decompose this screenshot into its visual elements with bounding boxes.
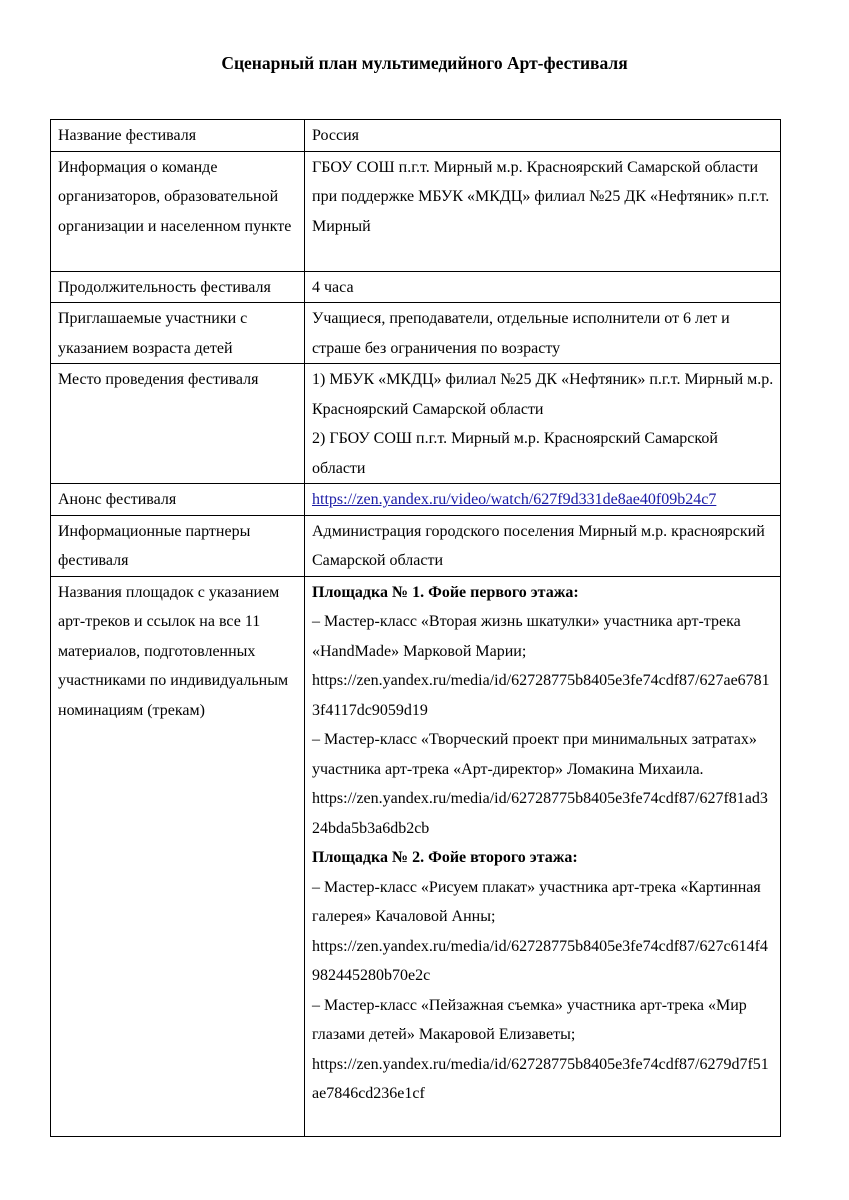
site1-item2-link: https://zen.yandex.ru/media/id/62728775b8405e3fe74cdf87/627f81ad324bda5b3a6db2cb <box>312 790 768 837</box>
table-row <box>51 484 781 516</box>
table-row <box>51 120 781 152</box>
site1-item1: – Мастер-класс «Вторая жизнь шкатулки» участника арт-трека «HandMade» Марковой Марии; <box>312 613 741 660</box>
table-row <box>51 303 781 364</box>
row-label-organizers: Информация о команде организаторов, образовательной организации и населенном пункте <box>51 151 305 271</box>
row-value-name: Россия <box>305 120 781 152</box>
site2-item1: – Мастер-класс «Рисуем плакат» участника арт-трека «Картинная галерея» Качаловой Анны; <box>312 878 761 925</box>
site2-item1-link: https://zen.yandex.ru/media/id/62728775b8405e3fe74cdf87/627c614f4982445280b70e2c <box>312 937 768 984</box>
festival-plan-table <box>50 119 781 1137</box>
row-label-sites: Названия площадок с указанием арт-треков и ссылок на все 11 материалов, подготовленных участниками по индивидуальным номинациям (трекам) <box>51 576 305 1136</box>
row-value-organizers: ГБОУ СОШ п.г.т. Мирный м.р. Красноярский Самарской области при поддержке МБУК «МКДЦ» филиал №25 ДК «Нефтяник» п.г.т. Мирный <box>305 151 781 271</box>
site1-heading: Площадка № 1. Фойе первого этажа: <box>312 583 579 601</box>
site2-heading: Площадка № 2. Фойе второго этажа: <box>312 849 578 866</box>
row-label-duration: Продолжительность фестиваля <box>51 271 305 303</box>
venue-line-1: 1) МБУК «МКДЦ» филиал №25 ДК «Нефтяник» п.г.т. Мирный м.р. Красноярский Самарской области <box>312 371 774 418</box>
row-label-announce: Анонс фестиваля <box>51 484 305 516</box>
row-value-announce <box>305 484 781 516</box>
site1-item2: – Мастер-класс «Творческий проект при минимальных затратах» участника арт-трека «Арт-директор» Ломакина Михаила. <box>312 731 757 778</box>
row-value-duration: 4 часа <box>305 271 781 303</box>
site2-item2-link: https://zen.yandex.ru/media/id/62728775b8405e3fe74cdf87/6279d7f51ae7846cd236e1cf <box>312 1055 769 1102</box>
row-value-partners: Администрация городского поселения Мирный м.р. красноярский Самарской области <box>305 515 781 576</box>
venue-line-2: 2) ГБОУ СОШ п.г.т. Мирный м.р. Красноярский Самарской области <box>312 430 718 477</box>
row-label-name: Название фестиваля <box>51 120 305 152</box>
table-row <box>51 576 781 1136</box>
row-value-venue <box>305 364 781 484</box>
table-row <box>51 271 781 303</box>
table-row <box>51 151 781 271</box>
site1-item1-link: https://zen.yandex.ru/media/id/62728775b8405e3fe74cdf87/627ae67813f4117dc9059d19 <box>312 672 770 719</box>
announce-link[interactable]: https://zen.yandex.ru/video/watch/627f9d331de8ae40f09b24c7 <box>312 491 717 508</box>
table-row <box>51 364 781 484</box>
row-value-participants: Учащиеся, преподаватели, отдельные исполнители от 6 лет и страше без ограничения по возрасту <box>305 303 781 364</box>
table-row <box>51 515 781 576</box>
row-label-venue: Место проведения фестиваля <box>51 364 305 484</box>
row-label-partners: Информационные партнеры фестиваля <box>51 515 305 576</box>
document-title: Сценарный план мультимедийного Арт-фестиваля <box>221 53 628 73</box>
row-value-sites <box>305 576 781 1136</box>
row-label-participants: Приглашаемые участники с указанием возраста детей <box>51 303 305 364</box>
site2-item2: – Мастер-класс «Пейзажная съемка» участника арт-трека «Мир глазами детей» Макаровой Елизаветы; <box>312 996 747 1043</box>
